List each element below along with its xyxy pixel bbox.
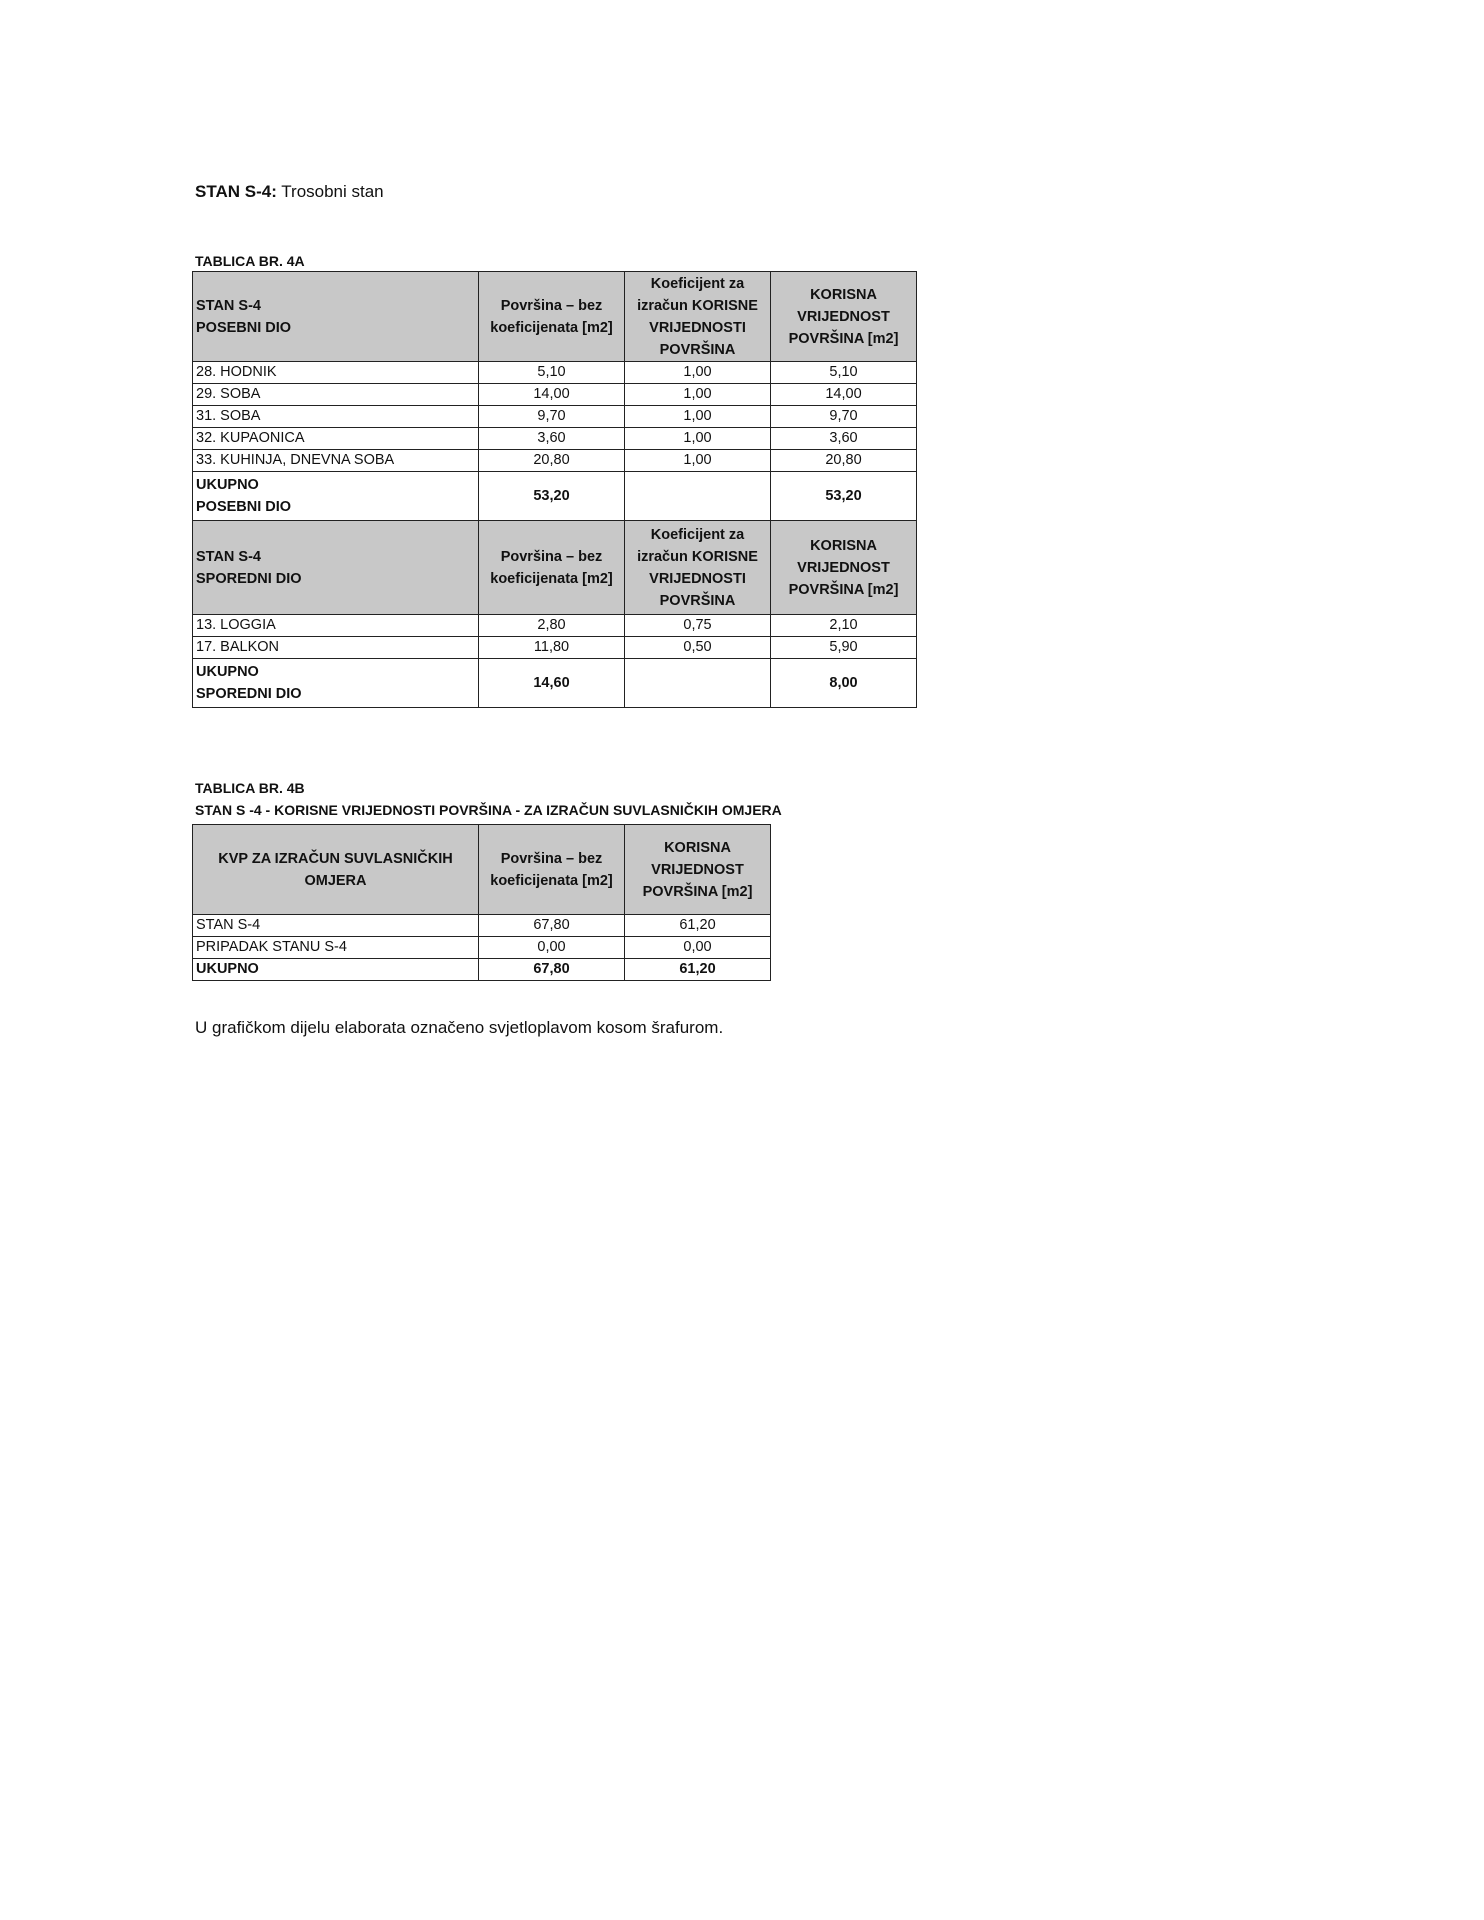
row-name: 29. SOBA (193, 384, 479, 406)
total-label-line1: UKUPNO (196, 664, 259, 680)
row-kvp: 61,20 (625, 915, 771, 937)
table-a (192, 271, 917, 708)
header-name-cell (193, 521, 479, 615)
page-heading (195, 182, 384, 202)
header-name-line1: STAN S-4 (196, 548, 261, 565)
row-area: 0,00 (479, 937, 625, 959)
header-kvp: KORISNA VRIJEDNOST POVRŠINA [m2] (771, 521, 917, 615)
row-name: 28. HODNIK (193, 362, 479, 384)
row-name: STAN S-4 (193, 915, 479, 937)
row-coef: 0,50 (625, 637, 771, 659)
table-row (193, 637, 917, 659)
header-coef: Koeficijent za izračun KORISNE VRIJEDNOSTI POVRŠINA (625, 272, 771, 362)
table-a-header-posebni (193, 272, 917, 362)
header-area: Površina – bez koeficijenata [m2] (479, 825, 625, 915)
total-row-posebni (193, 472, 917, 521)
header-kvp: KORISNA VRIJEDNOST POVRŠINA [m2] (771, 272, 917, 362)
row-area: 5,10 (479, 362, 625, 384)
row-area: 20,80 (479, 450, 625, 472)
table-row (193, 450, 917, 472)
header-name-cell (193, 272, 479, 362)
total-label-line2: SPOREDNI DIO (196, 686, 302, 702)
row-kvp: 3,60 (771, 428, 917, 450)
row-coef: 0,75 (625, 615, 771, 637)
row-kvp: 0,00 (625, 937, 771, 959)
row-area: 14,00 (479, 384, 625, 406)
header-kvp: KORISNA VRIJEDNOST POVRŠINA [m2] (625, 825, 771, 915)
header-name-line2: SPOREDNI DIO (196, 570, 302, 587)
table-row (193, 428, 917, 450)
table-row (193, 615, 917, 637)
header-area: Površina – bez koeficijenata [m2] (479, 272, 625, 362)
table-row (193, 915, 771, 937)
row-kvp: 20,80 (771, 450, 917, 472)
table-row (193, 362, 917, 384)
row-coef: 1,00 (625, 406, 771, 428)
footnote: U grafičkom dijelu elaborata označeno svjetloplavom kosom šrafurom. (195, 1018, 724, 1037)
total-kvp: 53,20 (771, 472, 917, 521)
row-area: 9,70 (479, 406, 625, 428)
row-coef: 1,00 (625, 362, 771, 384)
table-row (193, 937, 771, 959)
table-a-caption: TABLICA BR. 4A (195, 253, 305, 269)
row-area: 67,80 (479, 915, 625, 937)
row-name: 17. BALKON (193, 637, 479, 659)
heading-text: Trosobni stan (276, 182, 384, 201)
row-name: 32. KUPAONICA (193, 428, 479, 450)
total-row-sporedni (193, 659, 917, 708)
header-name-line2: POSEBNI DIO (196, 319, 292, 336)
row-coef: 1,00 (625, 450, 771, 472)
table-a-header-sporedni (193, 521, 917, 615)
table-b-subtitle: STAN S -4 - KORISNE VRIJEDNOSTI POVRŠINA - ZA IZRAČUN SUVLASNIČKIH OMJERA (195, 802, 782, 818)
table-b-caption: TABLICA BR. 4B (195, 780, 305, 796)
total-label-line2: POSEBNI DIO (196, 499, 292, 515)
header-kvp-name: KVP ZA IZRAČUN SUVLASNIČKIH OMJERA (193, 825, 479, 915)
total-label (193, 472, 479, 521)
row-kvp: 9,70 (771, 406, 917, 428)
total-label-line1: UKUPNO (196, 477, 259, 493)
total-area: 67,80 (479, 959, 625, 981)
header-area: Površina – bez koeficijenata [m2] (479, 521, 625, 615)
row-area: 3,60 (479, 428, 625, 450)
row-area: 2,80 (479, 615, 625, 637)
total-label (193, 659, 479, 708)
total-coef-empty (625, 659, 771, 708)
row-name: 31. SOBA (193, 406, 479, 428)
total-kvp: 61,20 (625, 959, 771, 981)
total-coef-empty (625, 472, 771, 521)
total-kvp: 8,00 (771, 659, 917, 708)
row-name: 33. KUHINJA, DNEVNA SOBA (193, 450, 479, 472)
row-name: 13. LOGGIA (193, 615, 479, 637)
row-kvp: 2,10 (771, 615, 917, 637)
row-area: 11,80 (479, 637, 625, 659)
row-kvp: 5,10 (771, 362, 917, 384)
header-name-line1: STAN S-4 (196, 297, 261, 314)
total-label: UKUPNO (193, 959, 479, 981)
row-coef: 1,00 (625, 384, 771, 406)
total-area: 53,20 (479, 472, 625, 521)
row-coef: 1,00 (625, 428, 771, 450)
table-b-header (193, 825, 771, 915)
total-row (193, 959, 771, 981)
total-area: 14,60 (479, 659, 625, 708)
row-name: PRIPADAK STANU S-4 (193, 937, 479, 959)
table-row (193, 406, 917, 428)
heading-bold: STAN S-4: (195, 182, 277, 201)
row-kvp: 14,00 (771, 384, 917, 406)
table-b (192, 824, 771, 981)
row-kvp: 5,90 (771, 637, 917, 659)
header-coef: Koeficijent za izračun KORISNE VRIJEDNOSTI POVRŠINA (625, 521, 771, 615)
table-row (193, 384, 917, 406)
